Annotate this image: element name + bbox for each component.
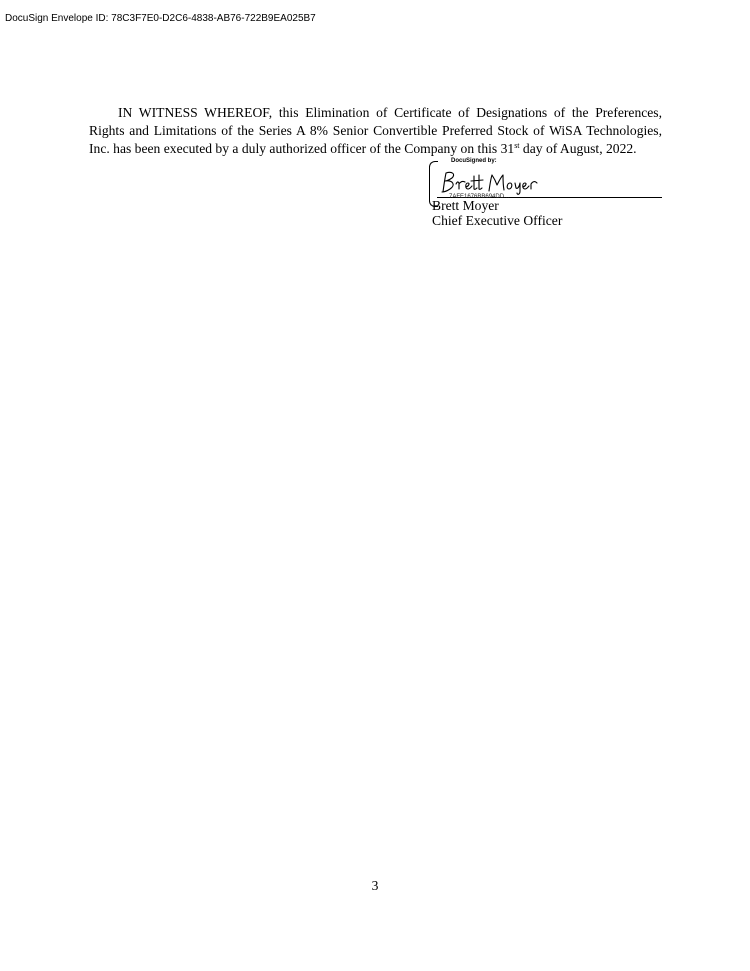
page-number: 3 [371, 878, 379, 893]
docusign-label: DocuSigned by: [451, 158, 497, 164]
handwritten-signature [437, 166, 547, 196]
witness-paragraph [89, 104, 662, 158]
docusign-envelope-id: DocuSign Envelope ID: 78C3F7E0-D2C6-4838-AB76-722B9EA025B7 [5, 13, 316, 24]
witness-paragraph-text: IN WITNESS WHEREOF, this Elimination of Certificate of Designations of the Preferences, Rights and Limitations of the Series A 8% Senior Convertible Preferred Stock of WiSA Technologies, Inc. has been executed by a duly authorized officer of the Company on this 31 [89, 105, 662, 156]
docusign-hash: 7AFE1676BB694DD... [449, 194, 510, 200]
signer-title: Chief Executive Officer [432, 213, 563, 228]
signer-name: Brett Moyer [432, 198, 499, 213]
ordinal-suffix: st [514, 141, 520, 150]
signature-block [429, 156, 665, 231]
witness-paragraph-date: day of August, 2022. [519, 141, 637, 156]
